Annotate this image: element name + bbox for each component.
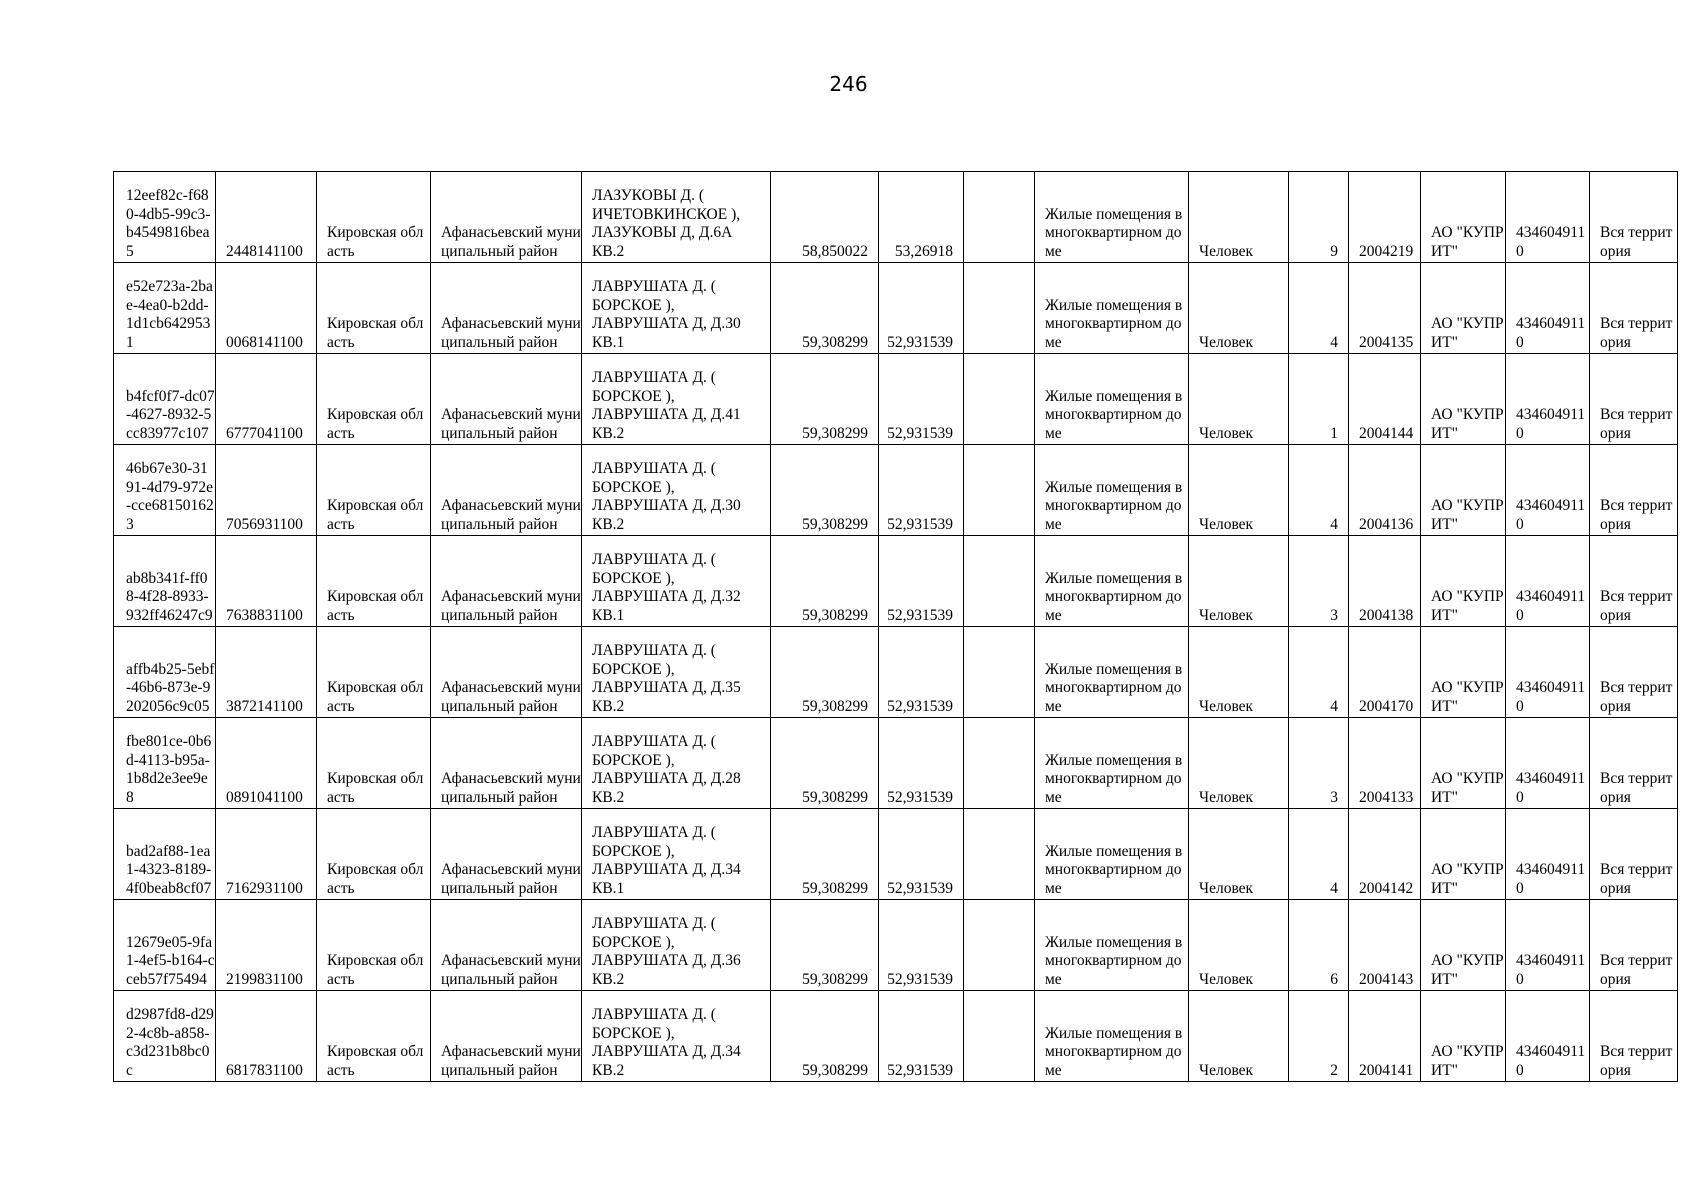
cell-object-id: affb4b25-5ebf-46b6-873e-9202056c9c05 [114, 627, 216, 718]
cell-number: 2004144 [1349, 354, 1421, 445]
cell-district: Афанасьевский муниципальный район [431, 809, 582, 900]
cell-latitude: 59,308299 [771, 445, 879, 536]
cell-count: 4 [1289, 263, 1349, 354]
cell-code: 2199831100 [216, 900, 317, 991]
cell-district: Афанасьевский муниципальный район [431, 263, 582, 354]
cell-number: 2004133 [1349, 718, 1421, 809]
cell-premises-type: Жилые помещения в многоквартирном доме [1035, 809, 1189, 900]
cell-count: 1 [1289, 354, 1349, 445]
cell-empty [964, 627, 1035, 718]
cell-inn: 4346049110 [1506, 172, 1590, 263]
cell-longitude: 52,931539 [879, 991, 964, 1082]
cell-region: Кировская область [317, 718, 431, 809]
cell-address: ЛАВРУШАТА Д. ( БОРСКОЕ ), ЛАВРУШАТА Д, Д.35 КВ.2 [582, 627, 771, 718]
cell-code: 0068141100 [216, 263, 317, 354]
table-row [114, 172, 1678, 263]
cell-number: 2004142 [1349, 809, 1421, 900]
cell-premises-type: Жилые помещения в многоквартирном доме [1035, 900, 1189, 991]
cell-code: 7162931100 [216, 809, 317, 900]
cell-object-id: 12eef82c-f680-4db5-99c3-b4549816bea5 [114, 172, 216, 263]
cell-unit: Человек [1189, 172, 1289, 263]
cell-scope: Вся территория [1590, 172, 1678, 263]
cell-address: ЛАВРУШАТА Д. ( БОРСКОЕ ), ЛАВРУШАТА Д, Д.30 КВ.1 [582, 263, 771, 354]
cell-address: ЛАВРУШАТА Д. ( БОРСКОЕ ), ЛАВРУШАТА Д, Д.34 КВ.2 [582, 991, 771, 1082]
table-row [114, 991, 1678, 1082]
cell-district: Афанасьевский муниципальный район [431, 354, 582, 445]
cell-object-id: fbe801ce-0b6d-4113-b95a-1b8d2e3ee9e8 [114, 718, 216, 809]
cell-district: Афанасьевский муниципальный район [431, 991, 582, 1082]
cell-object-id: b4fcf0f7-dc07-4627-8932-5cc83977c107 [114, 354, 216, 445]
cell-latitude: 59,308299 [771, 354, 879, 445]
cell-longitude: 52,931539 [879, 718, 964, 809]
cell-empty [964, 900, 1035, 991]
cell-count: 4 [1289, 445, 1349, 536]
cell-object-id: ab8b341f-ff08-4f28-8933-932ff46247c9 [114, 536, 216, 627]
cell-object-id: 12679e05-9fa1-4ef5-b164-cceb57f75494 [114, 900, 216, 991]
cell-unit: Человек [1189, 900, 1289, 991]
cell-region: Кировская область [317, 263, 431, 354]
cell-organization: АО "КУПРИТ" [1421, 172, 1506, 263]
cell-count: 3 [1289, 718, 1349, 809]
cell-object-id: bad2af88-1ea1-4323-8189-4f0beab8cf07 [114, 809, 216, 900]
cell-longitude: 52,931539 [879, 445, 964, 536]
cell-number: 2004136 [1349, 445, 1421, 536]
cell-longitude: 52,931539 [879, 263, 964, 354]
cell-unit: Человек [1189, 263, 1289, 354]
cell-number: 2004219 [1349, 172, 1421, 263]
cell-address: ЛАВРУШАТА Д. ( БОРСКОЕ ), ЛАВРУШАТА Д, Д.30 КВ.2 [582, 445, 771, 536]
cell-longitude: 53,26918 [879, 172, 964, 263]
cell-inn: 4346049110 [1506, 536, 1590, 627]
cell-address: ЛАВРУШАТА Д. ( БОРСКОЕ ), ЛАВРУШАТА Д, Д.34 КВ.1 [582, 809, 771, 900]
cell-number: 2004170 [1349, 627, 1421, 718]
cell-empty [964, 991, 1035, 1082]
cell-region: Кировская область [317, 809, 431, 900]
cell-scope: Вся территория [1590, 445, 1678, 536]
cell-district: Афанасьевский муниципальный район [431, 900, 582, 991]
cell-premises-type: Жилые помещения в многоквартирном доме [1035, 627, 1189, 718]
table-row [114, 445, 1678, 536]
cell-longitude: 52,931539 [879, 627, 964, 718]
cell-object-id: d2987fd8-d292-4c8b-a858-c3d231b8bc0c [114, 991, 216, 1082]
table-row [114, 354, 1678, 445]
records-table [113, 171, 1678, 1082]
cell-scope: Вся территория [1590, 536, 1678, 627]
cell-region: Кировская область [317, 627, 431, 718]
cell-number: 2004143 [1349, 900, 1421, 991]
cell-unit: Человек [1189, 809, 1289, 900]
cell-premises-type: Жилые помещения в многоквартирном доме [1035, 263, 1189, 354]
cell-premises-type: Жилые помещения в многоквартирном доме [1035, 354, 1189, 445]
cell-organization: АО "КУПРИТ" [1421, 445, 1506, 536]
cell-organization: АО "КУПРИТ" [1421, 536, 1506, 627]
cell-count: 2 [1289, 991, 1349, 1082]
cell-region: Кировская область [317, 354, 431, 445]
table-row [114, 263, 1678, 354]
cell-organization: АО "КУПРИТ" [1421, 718, 1506, 809]
cell-latitude: 59,308299 [771, 536, 879, 627]
cell-district: Афанасьевский муниципальный район [431, 536, 582, 627]
cell-code: 7056931100 [216, 445, 317, 536]
cell-longitude: 52,931539 [879, 900, 964, 991]
cell-code: 7638831100 [216, 536, 317, 627]
cell-number: 2004141 [1349, 991, 1421, 1082]
cell-empty [964, 354, 1035, 445]
cell-premises-type: Жилые помещения в многоквартирном доме [1035, 172, 1189, 263]
cell-unit: Человек [1189, 718, 1289, 809]
cell-region: Кировская область [317, 445, 431, 536]
cell-latitude: 59,308299 [771, 627, 879, 718]
cell-code: 0891041100 [216, 718, 317, 809]
cell-empty [964, 536, 1035, 627]
cell-district: Афанасьевский муниципальный район [431, 172, 582, 263]
cell-scope: Вся территория [1590, 627, 1678, 718]
table-row [114, 900, 1678, 991]
page-number: 246 [829, 72, 868, 96]
cell-latitude: 59,308299 [771, 991, 879, 1082]
cell-empty [964, 263, 1035, 354]
cell-organization: АО "КУПРИТ" [1421, 263, 1506, 354]
cell-empty [964, 718, 1035, 809]
cell-latitude: 59,308299 [771, 900, 879, 991]
cell-address: ЛАВРУШАТА Д. ( БОРСКОЕ ), ЛАВРУШАТА Д, Д.36 КВ.2 [582, 900, 771, 991]
table-row [114, 718, 1678, 809]
cell-address: ЛАВРУШАТА Д. ( БОРСКОЕ ), ЛАВРУШАТА Д, Д.32 КВ.1 [582, 536, 771, 627]
cell-code: 2448141100 [216, 172, 317, 263]
cell-premises-type: Жилые помещения в многоквартирном доме [1035, 445, 1189, 536]
cell-inn: 4346049110 [1506, 718, 1590, 809]
cell-empty [964, 809, 1035, 900]
cell-district: Афанасьевский муниципальный район [431, 627, 582, 718]
cell-inn: 4346049110 [1506, 809, 1590, 900]
cell-scope: Вся территория [1590, 718, 1678, 809]
cell-unit: Человек [1189, 354, 1289, 445]
cell-code: 3872141100 [216, 627, 317, 718]
cell-address: ЛАВРУШАТА Д. ( БОРСКОЕ ), ЛАВРУШАТА Д, Д.41 КВ.2 [582, 354, 771, 445]
table-row [114, 809, 1678, 900]
cell-unit: Человек [1189, 536, 1289, 627]
cell-scope: Вся территория [1590, 354, 1678, 445]
cell-organization: АО "КУПРИТ" [1421, 354, 1506, 445]
cell-scope: Вся территория [1590, 809, 1678, 900]
cell-organization: АО "КУПРИТ" [1421, 809, 1506, 900]
cell-organization: АО "КУПРИТ" [1421, 900, 1506, 991]
cell-longitude: 52,931539 [879, 354, 964, 445]
cell-region: Кировская область [317, 900, 431, 991]
cell-number: 2004138 [1349, 536, 1421, 627]
cell-code: 6777041100 [216, 354, 317, 445]
cell-longitude: 52,931539 [879, 809, 964, 900]
cell-scope: Вся территория [1590, 263, 1678, 354]
cell-count: 6 [1289, 900, 1349, 991]
cell-empty [964, 445, 1035, 536]
cell-address: ЛАЗУКОВЫ Д. ( ИЧЕТОВКИНСКОЕ ), ЛАЗУКОВЫ Д, Д.6А КВ.2 [582, 172, 771, 263]
cell-inn: 4346049110 [1506, 354, 1590, 445]
cell-organization: АО "КУПРИТ" [1421, 627, 1506, 718]
cell-longitude: 52,931539 [879, 536, 964, 627]
cell-code: 6817831100 [216, 991, 317, 1082]
cell-count: 4 [1289, 627, 1349, 718]
cell-inn: 4346049110 [1506, 900, 1590, 991]
cell-unit: Человек [1189, 627, 1289, 718]
cell-object-id: 46b67e30-3191-4d79-972e-cce681501623 [114, 445, 216, 536]
cell-inn: 4346049110 [1506, 991, 1590, 1082]
cell-organization: АО "КУПРИТ" [1421, 991, 1506, 1082]
cell-inn: 4346049110 [1506, 445, 1590, 536]
cell-inn: 4346049110 [1506, 263, 1590, 354]
table-row [114, 536, 1678, 627]
cell-latitude: 59,308299 [771, 718, 879, 809]
cell-count: 9 [1289, 172, 1349, 263]
cell-latitude: 58,850022 [771, 172, 879, 263]
cell-district: Афанасьевский муниципальный район [431, 718, 582, 809]
cell-district: Афанасьевский муниципальный район [431, 445, 582, 536]
cell-region: Кировская область [317, 172, 431, 263]
cell-region: Кировская область [317, 536, 431, 627]
cell-unit: Человек [1189, 445, 1289, 536]
cell-premises-type: Жилые помещения в многоквартирном доме [1035, 536, 1189, 627]
cell-latitude: 59,308299 [771, 809, 879, 900]
cell-count: 4 [1289, 809, 1349, 900]
cell-count: 3 [1289, 536, 1349, 627]
table-body [114, 172, 1678, 1082]
cell-inn: 4346049110 [1506, 627, 1590, 718]
cell-premises-type: Жилые помещения в многоквартирном доме [1035, 718, 1189, 809]
cell-premises-type: Жилые помещения в многоквартирном доме [1035, 991, 1189, 1082]
cell-unit: Человек [1189, 991, 1289, 1082]
cell-latitude: 59,308299 [771, 263, 879, 354]
cell-scope: Вся территория [1590, 900, 1678, 991]
cell-region: Кировская область [317, 991, 431, 1082]
cell-empty [964, 172, 1035, 263]
cell-object-id: e52e723a-2bae-4ea0-b2dd-1d1cb6429531 [114, 263, 216, 354]
cell-scope: Вся территория [1590, 991, 1678, 1082]
cell-address: ЛАВРУШАТА Д. ( БОРСКОЕ ), ЛАВРУШАТА Д, Д.28 КВ.2 [582, 718, 771, 809]
table-row [114, 627, 1678, 718]
cell-number: 2004135 [1349, 263, 1421, 354]
